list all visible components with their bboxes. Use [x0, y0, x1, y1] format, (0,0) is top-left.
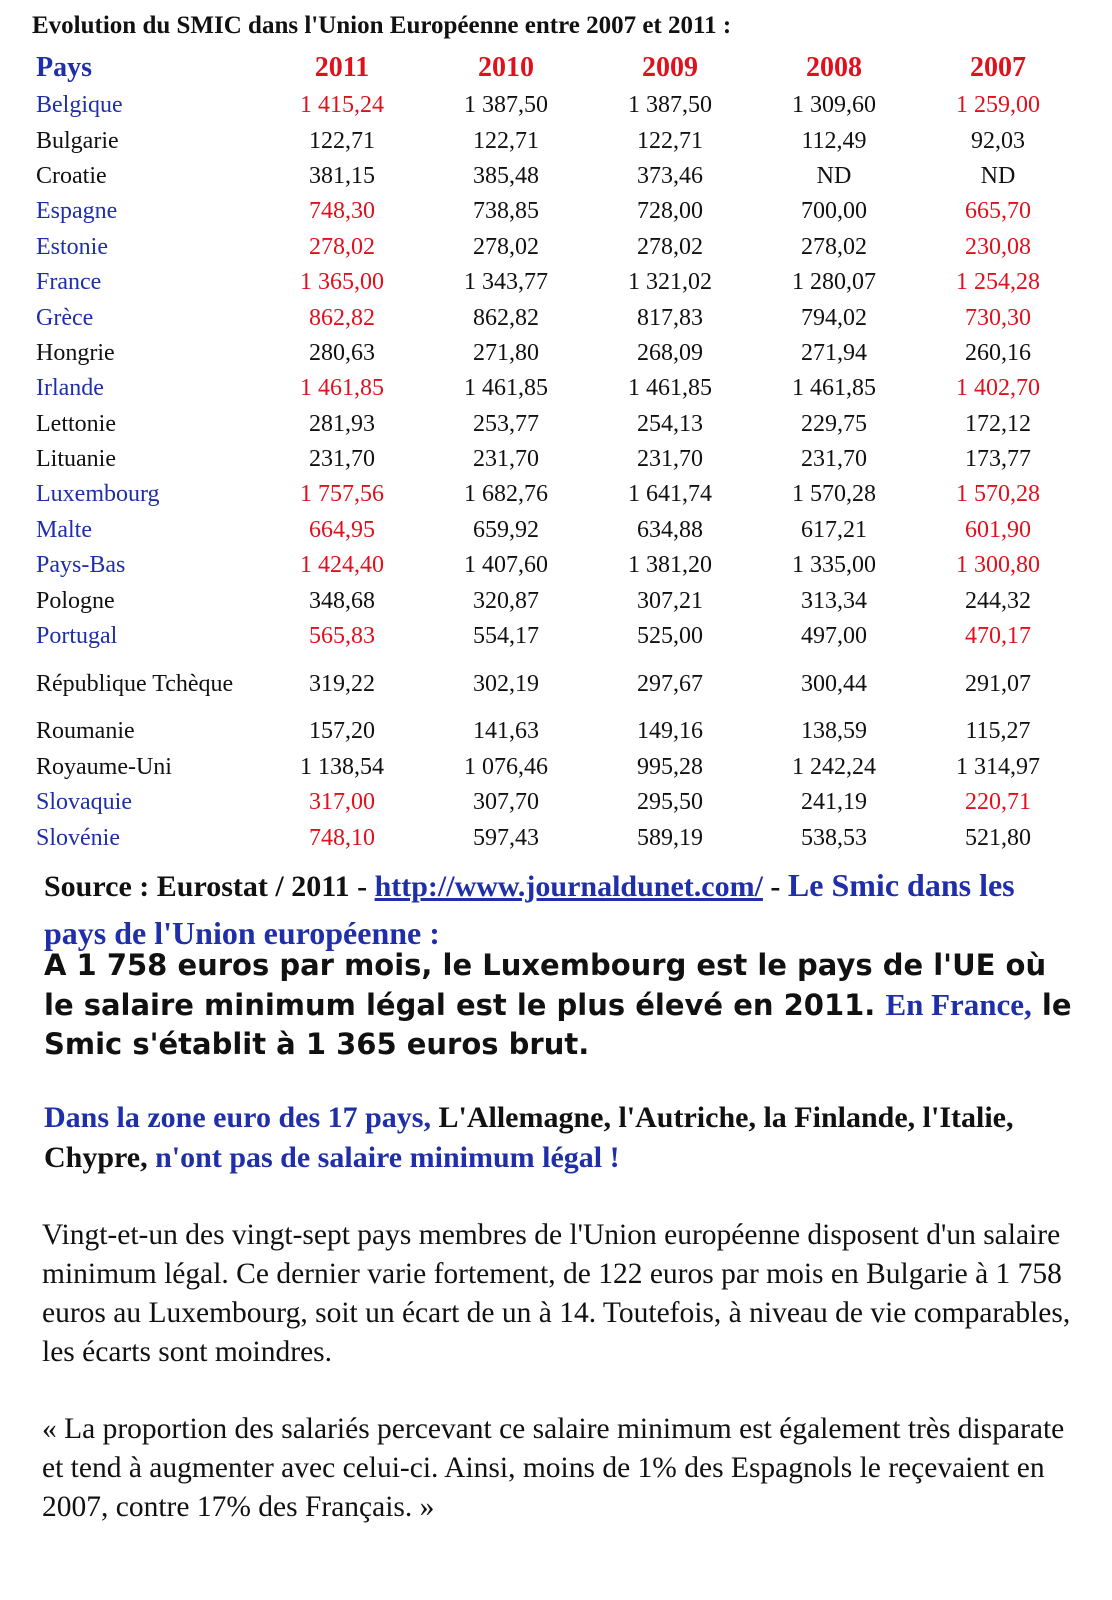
- value-cell: 497,00: [801, 623, 867, 650]
- column-header-year: 2010: [478, 52, 534, 83]
- value-cell: 794,02: [801, 304, 867, 331]
- value-cell: 231,70: [473, 446, 539, 473]
- table-row: [30, 583, 1080, 618]
- value-cell: 601,90: [965, 516, 1031, 543]
- table-row: [30, 230, 1080, 265]
- country-cell: Slovénie: [36, 824, 120, 851]
- country-cell: Irlande: [36, 375, 104, 402]
- value-cell: 1 076,46: [464, 753, 548, 780]
- value-cell: 862,82: [309, 304, 375, 331]
- country-cell: Espagne: [36, 198, 118, 225]
- value-cell: 665,70: [965, 198, 1031, 225]
- paragraph-zone-euro: [44, 1098, 1084, 1178]
- value-cell: 1 461,85: [792, 375, 876, 402]
- value-cell: 1 570,28: [792, 481, 876, 508]
- value-cell: 1 461,85: [628, 375, 712, 402]
- country-cell: France: [36, 269, 102, 296]
- source-separator: -: [762, 870, 788, 903]
- value-cell: 313,34: [801, 587, 867, 614]
- value-cell: 1 280,07: [792, 269, 876, 296]
- value-cell: 748,10: [309, 824, 375, 851]
- country-cell: Royaume-Uni: [36, 753, 172, 780]
- value-cell: 1 570,28: [956, 481, 1040, 508]
- value-cell: 271,94: [801, 339, 867, 366]
- table-header-row: [30, 48, 1080, 88]
- value-cell: 1 309,60: [792, 92, 876, 119]
- country-cell: Lituanie: [36, 446, 116, 473]
- value-cell: 1 424,40: [300, 552, 384, 579]
- country-cell: Belgique: [36, 92, 123, 119]
- value-cell: 995,28: [637, 753, 703, 780]
- value-cell: 291,07: [965, 670, 1031, 697]
- value-cell: 634,88: [637, 516, 703, 543]
- value-cell: 1 300,80: [956, 552, 1040, 579]
- value-cell: 1 641,74: [628, 481, 712, 508]
- country-cell: Bulgarie: [36, 127, 119, 154]
- value-cell: 1 321,02: [628, 269, 712, 296]
- paragraph-highlight: Dans la zone euro des 17 pays,: [44, 1101, 439, 1134]
- value-cell: 149,16: [637, 718, 703, 745]
- value-cell: 1 461,85: [300, 375, 384, 402]
- value-cell: 748,30: [309, 198, 375, 225]
- value-cell: 307,70: [473, 789, 539, 816]
- value-cell: 122,71: [473, 127, 539, 154]
- value-cell: 1 682,76: [464, 481, 548, 508]
- value-cell: 281,93: [309, 410, 375, 437]
- value-cell: 231,70: [309, 446, 375, 473]
- value-cell: 122,71: [637, 127, 703, 154]
- value-cell: 1 314,97: [956, 753, 1040, 780]
- value-cell: 300,44: [801, 670, 867, 697]
- paragraph-highlight: n'ont pas de salaire minimum légal !: [147, 1141, 620, 1174]
- table-row: [30, 654, 1080, 714]
- value-cell: 92,03: [971, 127, 1025, 154]
- country-cell: Malte: [36, 516, 92, 543]
- country-cell: République Tchèque: [36, 670, 234, 697]
- value-cell: 521,80: [965, 824, 1031, 851]
- table-row: [30, 750, 1080, 785]
- value-cell: 138,59: [801, 718, 867, 745]
- value-cell: 319,22: [309, 670, 375, 697]
- value-cell: 470,17: [965, 623, 1031, 650]
- column-header-year: 2008: [806, 52, 862, 83]
- table-row: [30, 714, 1080, 749]
- paragraph-vingt-et-un: Vingt-et-un des vingt-sept pays membres de l'Union européenne disposent d'un salaire minimum légal. Ce dernier varie fortement, de 122 euros par mois en Bulgarie à 1 758 euros au Luxembourg, soit un écart de un à 14. Toutefois, à niveau de vie comparables, les écarts sont moindres.: [42, 1219, 1071, 1368]
- paragraph-highlight: En France,: [885, 987, 1032, 1022]
- value-cell: 565,83: [309, 623, 375, 650]
- table-row: [30, 265, 1080, 300]
- value-cell: 1 387,50: [464, 92, 548, 119]
- value-cell: 172,12: [965, 410, 1031, 437]
- value-cell: 268,09: [637, 339, 703, 366]
- table-row: [30, 159, 1080, 194]
- value-cell: ND: [980, 162, 1016, 189]
- paragraph-quote: « La proportion des salariés percevant ce salaire minimum est également très disparate et tend à augmenter avec celui-ci. Ainsi, moins de 1% des Espagnols le reçevaient en 2007, contre 17% des Français. »: [42, 1413, 1065, 1523]
- value-cell: 617,21: [801, 516, 867, 543]
- value-cell: 1 402,70: [956, 375, 1040, 402]
- value-cell: 700,00: [801, 198, 867, 225]
- value-cell: 817,83: [637, 304, 703, 331]
- value-cell: 1 242,24: [792, 753, 876, 780]
- source-prefix: Source : Eurostat / 2011 -: [44, 870, 375, 903]
- value-cell: 260,16: [965, 339, 1031, 366]
- value-cell: 112,49: [801, 127, 867, 154]
- paragraph-text: A 1 758 euros par mois, le Luxembourg est le pays de l'UE où le salaire minimum légal est le plus élevé en 2011.: [44, 948, 1047, 1022]
- country-cell: Lettonie: [36, 410, 116, 437]
- value-cell: 1 335,00: [792, 552, 876, 579]
- country-cell: Roumanie: [36, 718, 135, 745]
- value-cell: 1 381,20: [628, 552, 712, 579]
- value-cell: 1 138,54: [300, 753, 384, 780]
- value-cell: 229,75: [801, 410, 867, 437]
- table-row: [30, 88, 1080, 123]
- value-cell: 381,15: [309, 162, 375, 189]
- country-cell: Grèce: [36, 304, 94, 331]
- value-cell: 278,02: [309, 233, 375, 260]
- table-row: [30, 477, 1080, 512]
- value-cell: 1 461,85: [464, 375, 548, 402]
- value-cell: 307,21: [637, 587, 703, 614]
- smic-table: [30, 48, 1080, 856]
- value-cell: 728,00: [637, 198, 703, 225]
- country-cell: Pays-Bas: [36, 552, 126, 579]
- column-header-year: 2007: [970, 52, 1026, 83]
- country-cell: Estonie: [36, 233, 108, 260]
- value-cell: 317,00: [309, 789, 375, 816]
- table-row: [30, 371, 1080, 406]
- value-cell: 1 343,77: [464, 269, 548, 296]
- value-cell: 230,08: [965, 233, 1031, 260]
- country-cell: Portugal: [36, 623, 118, 650]
- value-cell: 280,63: [309, 339, 375, 366]
- source-line: [44, 862, 1084, 958]
- table-row: [30, 336, 1080, 371]
- value-cell: 348,68: [309, 587, 375, 614]
- country-cell: Slovaquie: [36, 789, 132, 816]
- value-cell: 254,13: [637, 410, 703, 437]
- value-cell: 589,19: [637, 824, 703, 851]
- value-cell: 115,27: [965, 718, 1031, 745]
- country-cell: Croatie: [36, 162, 107, 189]
- value-cell: 297,67: [637, 670, 703, 697]
- value-cell: 271,80: [473, 339, 539, 366]
- table-row: [30, 619, 1080, 654]
- value-cell: 538,53: [801, 824, 867, 851]
- value-cell: 525,00: [637, 623, 703, 650]
- table-row: [30, 123, 1080, 158]
- value-cell: 278,02: [637, 233, 703, 260]
- country-cell: Hongrie: [36, 339, 115, 366]
- source-tail: Le Smic dans les pays de l'Union européenne :: [44, 867, 1015, 951]
- paragraph-text: le Smic s'établit à 1 365 euros brut.: [44, 988, 1072, 1061]
- value-cell: 554,17: [473, 623, 539, 650]
- paragraph-countries: L'Allemagne, l'Autriche, la Finlande, l'Italie, Chypre,: [44, 1101, 1014, 1174]
- value-cell: 664,95: [309, 516, 375, 543]
- value-cell: 122,71: [309, 127, 375, 154]
- table-row: [30, 513, 1080, 548]
- column-header-pays: Pays: [36, 52, 92, 83]
- value-cell: 302,19: [473, 670, 539, 697]
- country-cell: Pologne: [36, 587, 115, 614]
- value-cell: 1 254,28: [956, 269, 1040, 296]
- table-row: [30, 548, 1080, 583]
- table-row: [30, 194, 1080, 229]
- value-cell: 659,92: [473, 516, 539, 543]
- value-cell: 231,70: [801, 446, 867, 473]
- value-cell: 253,77: [473, 410, 539, 437]
- country-cell: Luxembourg: [36, 481, 160, 508]
- value-cell: 278,02: [801, 233, 867, 260]
- value-cell: 730,30: [965, 304, 1031, 331]
- table-row: [30, 407, 1080, 442]
- value-cell: 1 407,60: [464, 552, 548, 579]
- value-cell: 320,87: [473, 587, 539, 614]
- value-cell: 220,71: [965, 789, 1031, 816]
- paragraph-luxembourg: [44, 946, 1084, 1064]
- table-row: [30, 785, 1080, 820]
- value-cell: 385,48: [473, 162, 539, 189]
- value-cell: 1 757,56: [300, 481, 384, 508]
- table-row: [30, 820, 1080, 855]
- value-cell: 597,43: [473, 824, 539, 851]
- value-cell: 1 415,24: [300, 92, 384, 119]
- document-title: Evolution du SMIC dans l'Union Européenne entre 2007 et 2011 :: [32, 12, 732, 39]
- column-header-year: 2011: [314, 52, 370, 83]
- value-cell: 373,46: [637, 162, 703, 189]
- value-cell: 241,19: [801, 789, 867, 816]
- value-cell: 231,70: [637, 446, 703, 473]
- source-link[interactable]: http://www.journaldunet.com/: [374, 870, 763, 903]
- value-cell: 1 259,00: [956, 92, 1040, 119]
- column-header-year: 2009: [642, 52, 698, 83]
- table-row: [30, 300, 1080, 335]
- value-cell: ND: [816, 162, 852, 189]
- value-cell: 738,85: [473, 198, 539, 225]
- value-cell: 1 365,00: [300, 269, 384, 296]
- value-cell: 157,20: [309, 718, 375, 745]
- value-cell: 278,02: [473, 233, 539, 260]
- value-cell: 1 387,50: [628, 92, 712, 119]
- value-cell: 141,63: [473, 718, 539, 745]
- table-row: [30, 442, 1080, 477]
- table-body: [30, 88, 1080, 856]
- value-cell: 862,82: [473, 304, 539, 331]
- value-cell: 295,50: [637, 789, 703, 816]
- value-cell: 173,77: [965, 446, 1031, 473]
- value-cell: 244,32: [965, 587, 1031, 614]
